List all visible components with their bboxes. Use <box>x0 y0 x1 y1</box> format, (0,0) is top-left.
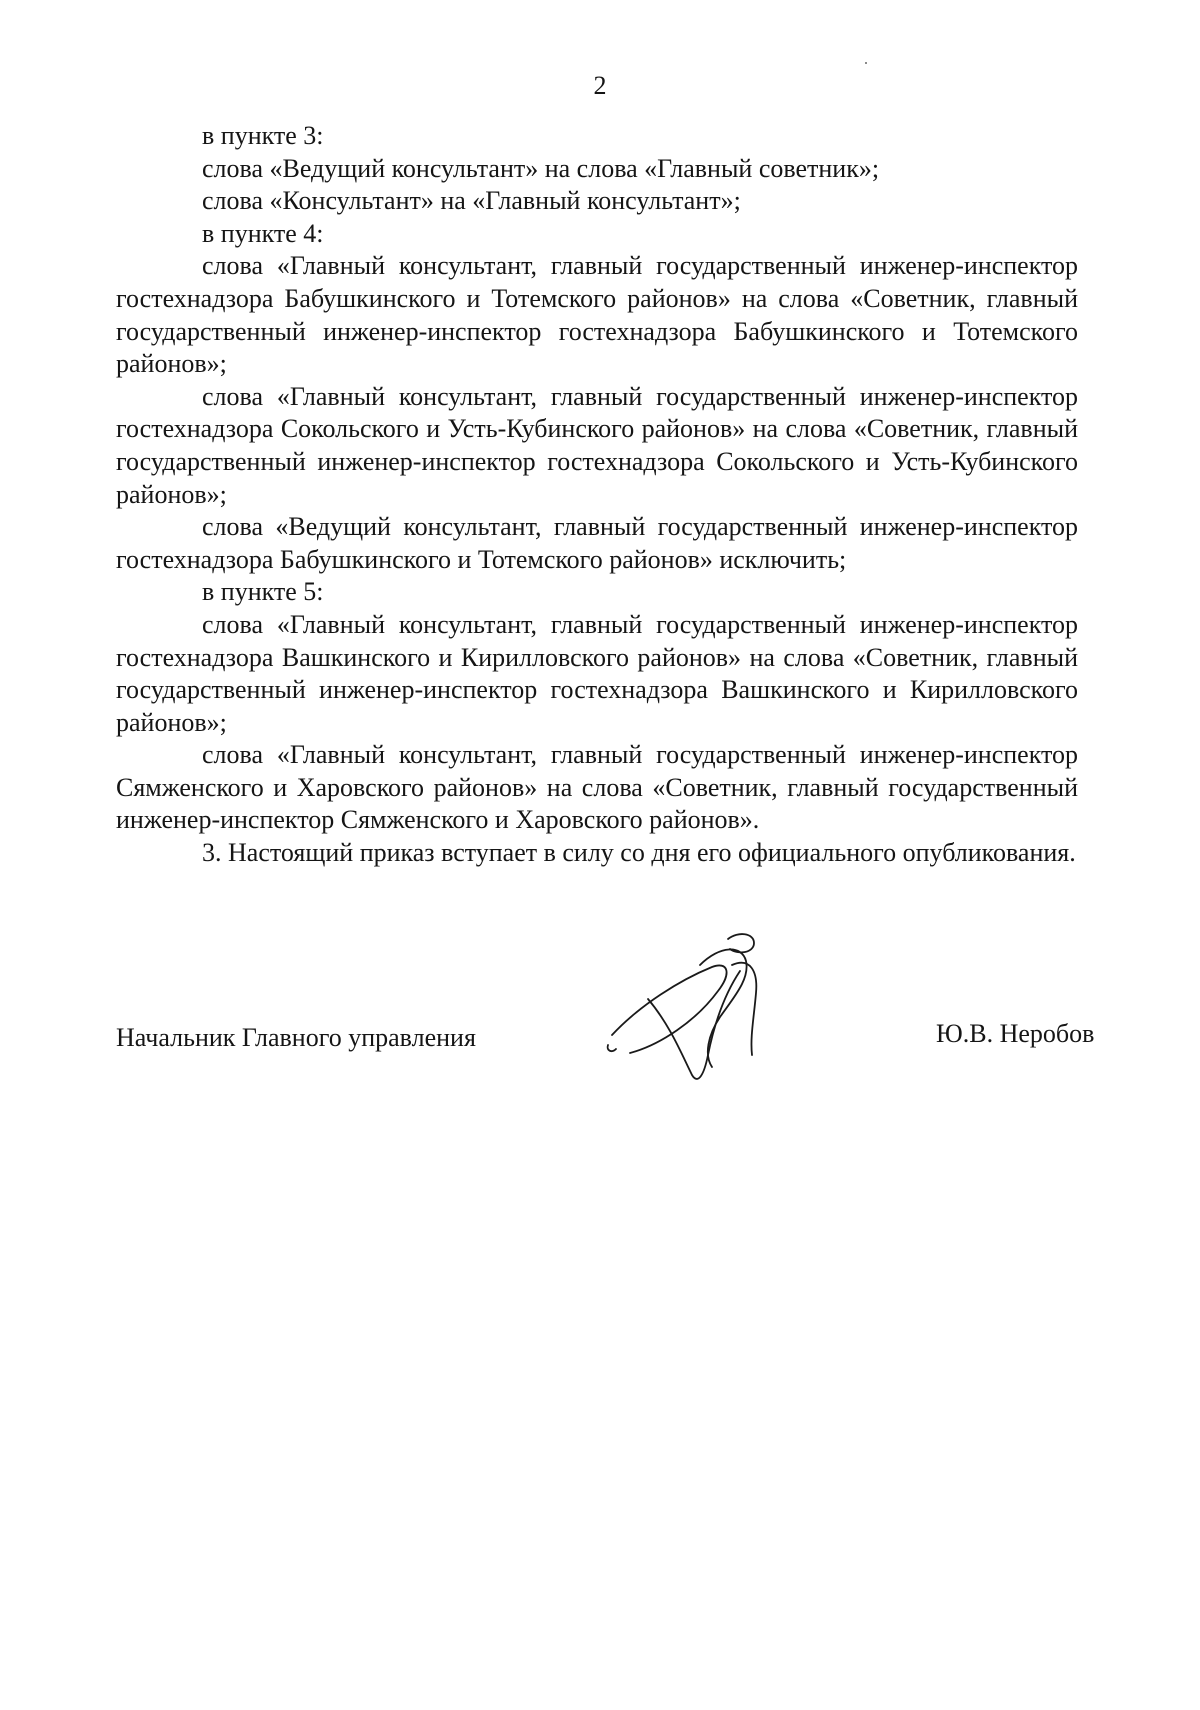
paragraph-clause-5-item-1: слова «Главный консультант, главный государственный инженер-инспектор гостехнадзора Вашкинского и Кирилловского районов» на слова «Советник, главный государственный инженер-инспектор гостехнадзора Вашкинского и Кирилловского районов»; <box>116 609 1078 737</box>
paragraph-clause-5-intro: в пункте 5: <box>202 577 324 607</box>
page-number: 2 <box>593 71 607 100</box>
paragraph-effective-date: 3. Настоящий приказ вступает в силу со дня его официального опубликования. <box>202 838 1076 868</box>
paragraph-clause-4-item-2: слова «Главный консультант, главный государственный инженер-инспектор гостехнадзора Сокольского и Усть-Кубинского районов» на слова «Советник, главный государственный инженер-инспектор гостехнадзора Сокольского и Усть-Кубинского районов»; <box>116 381 1078 509</box>
paragraph-clause-3-item-1: слова «Ведущий консультант» на слова «Главный советник»; <box>202 153 880 183</box>
document-body <box>116 120 1078 870</box>
signatory-name: Ю.В. Неробов <box>936 1019 1095 1048</box>
signatory-position: Начальник Главного управления <box>116 1023 476 1052</box>
paragraph-clause-4-item-1: слова «Главный консультант, главный государственный инженер-инспектор гостехнадзора Бабушкинского и Тотемского районов» на слова «Советник, главный государственный инженер-инспектор гостехнадзора Бабушкинского и Тотемского районов»; <box>116 251 1078 379</box>
paragraph-clause-4-item-3: слова «Ведущий консультант, главный государственный инженер-инспектор гостехнадзора Бабушкинского и Тотемского районов» исключить; <box>116 512 1078 574</box>
paragraph-clause-5-item-2: слова «Главный консультант, главный государственный инженер-инспектор Сямженского и Харовского районов» на слова «Советник, главный государственный инженер-инспектор Сямженского и Харовского районов». <box>116 740 1078 835</box>
scan-speck <box>865 62 867 64</box>
paragraph-clause-3-intro: в пункте 3: <box>202 121 324 150</box>
signature-block <box>116 1010 1116 1050</box>
paragraph-clause-4-intro: в пункте 4: <box>202 218 324 248</box>
paragraph-clause-3-item-2: слова «Консультант» на «Главный консультант»; <box>202 186 741 216</box>
